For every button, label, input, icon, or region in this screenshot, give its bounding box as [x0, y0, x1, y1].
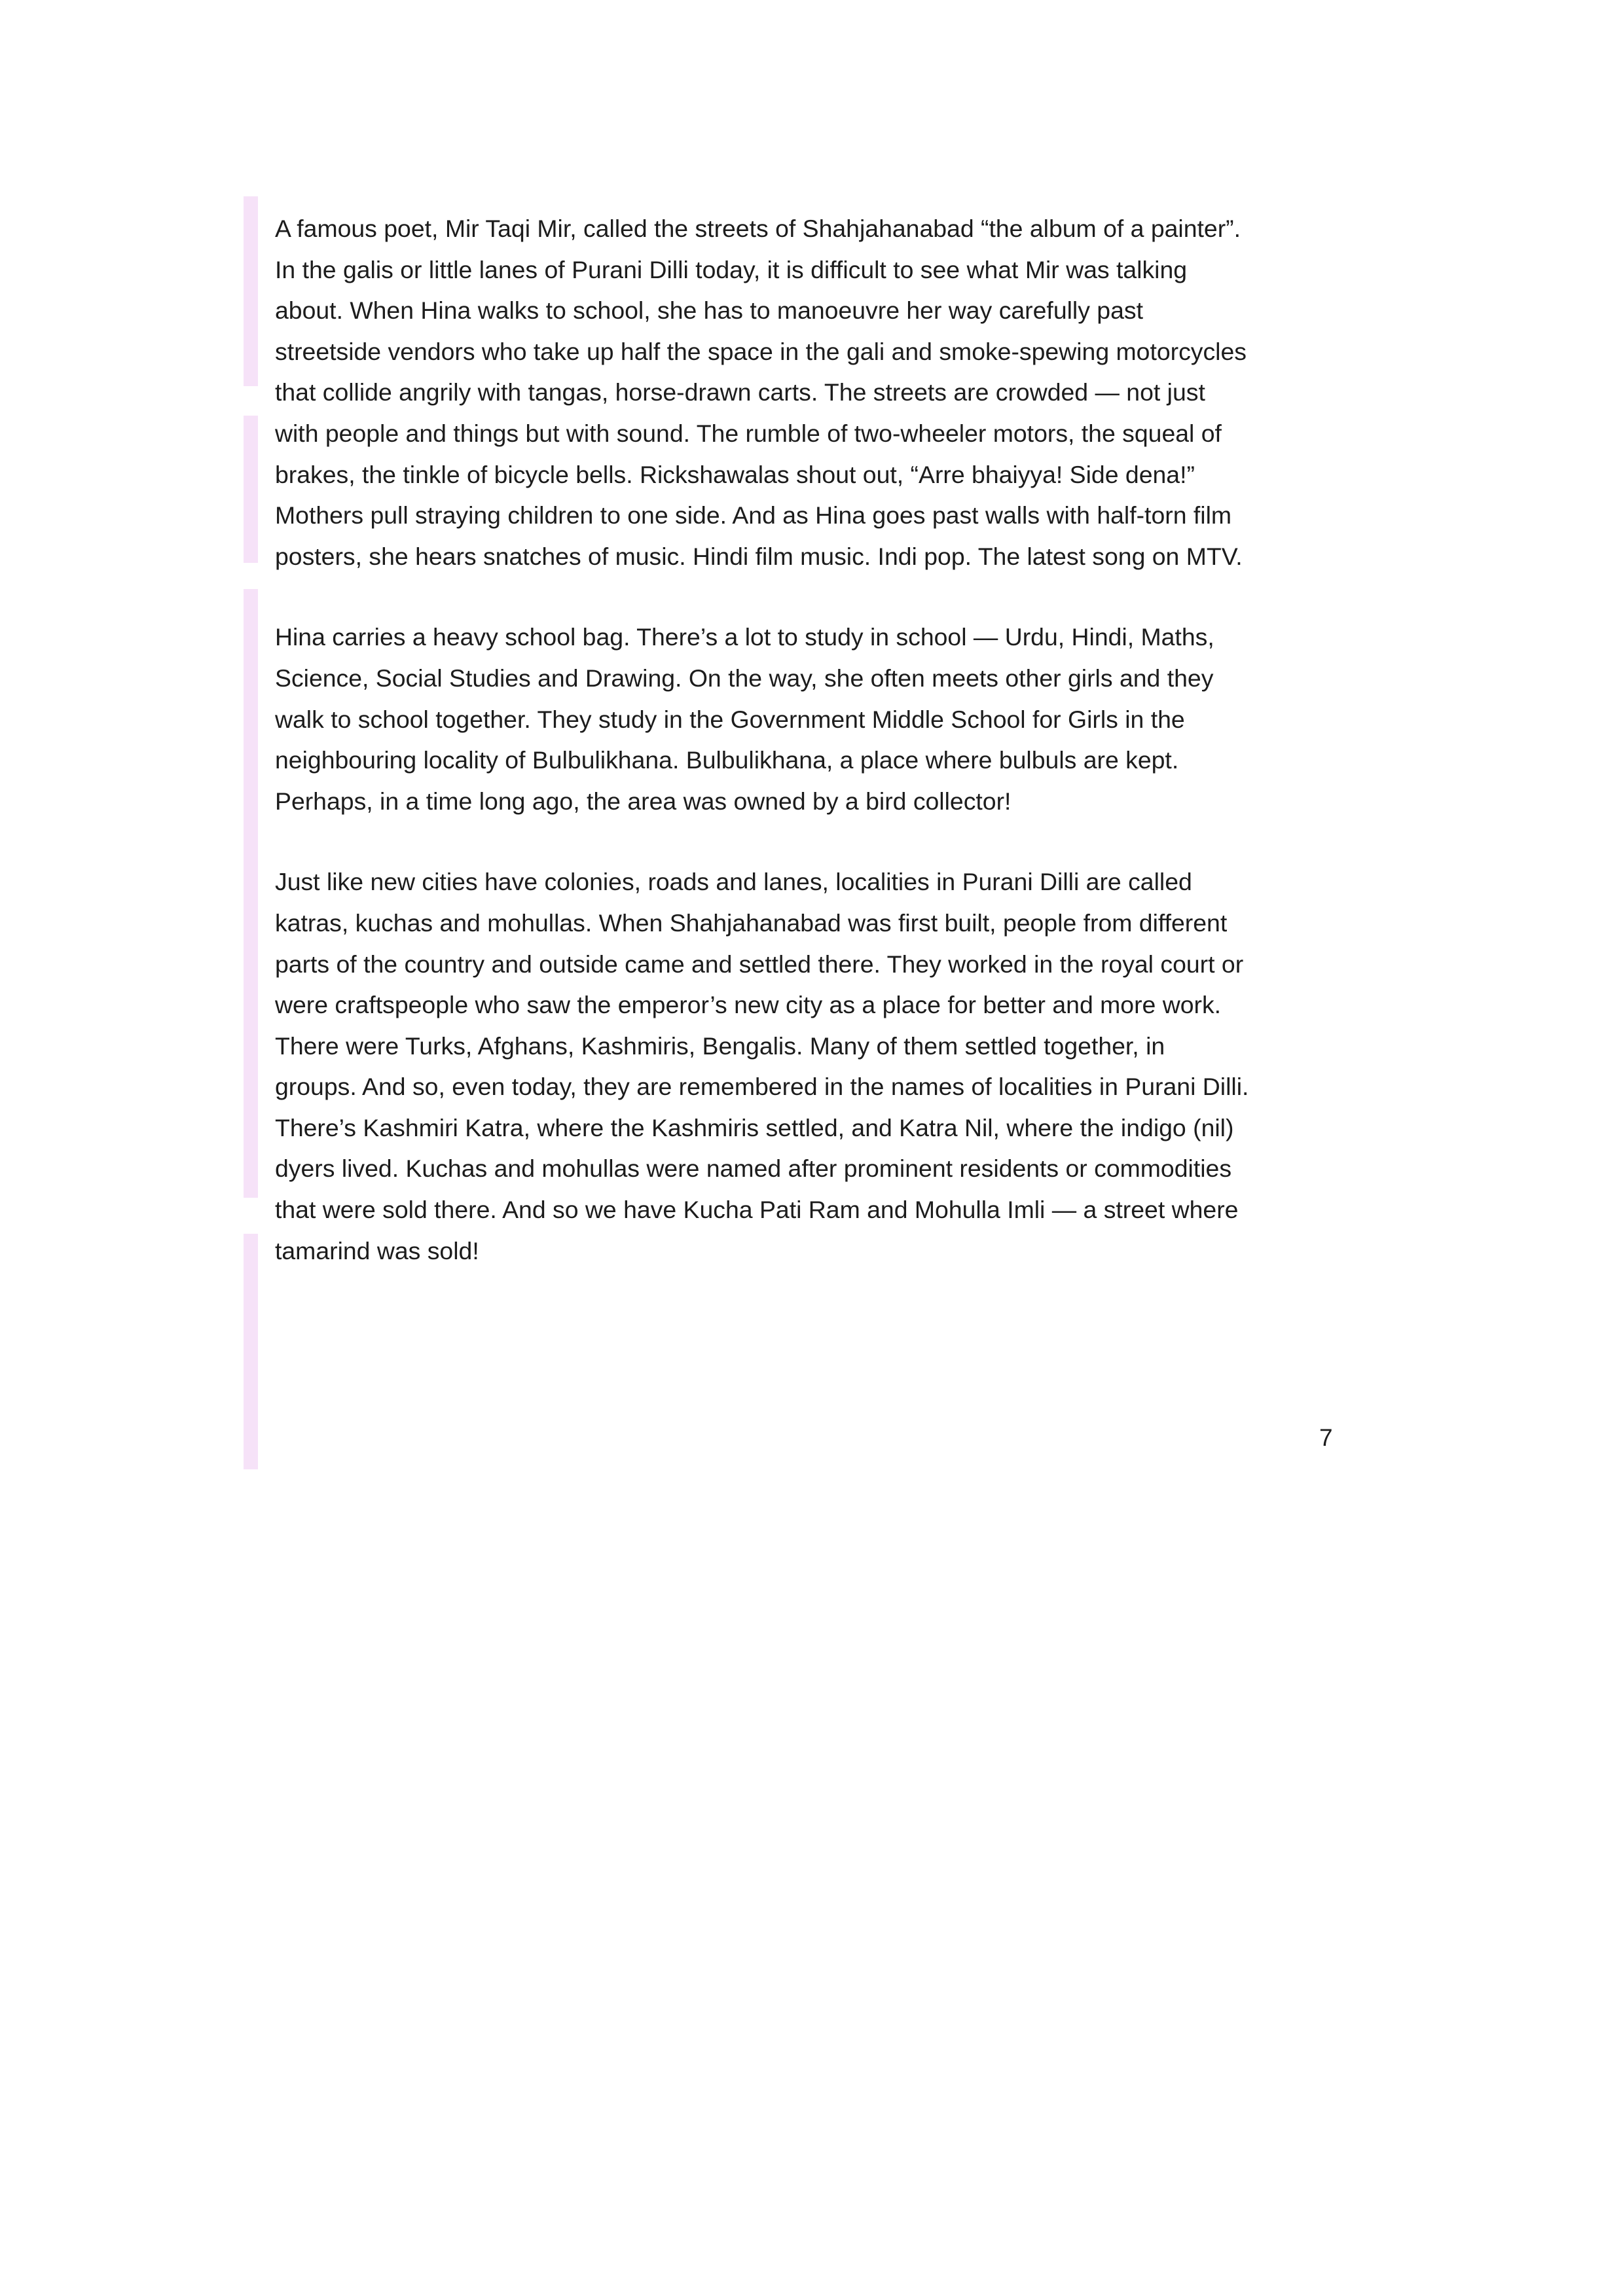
text-line: There’s Kashmiri Katra, where the Kashmiris settled, and Katra Nil, where the indigo (nil)	[275, 1113, 1234, 1141]
text-line: groups. And so, even today, they are remembered in the names of localities in Purani Dilli.	[275, 1073, 1249, 1101]
text-line: katras, kuchas and mohullas. When Shahjahanabad was first built, people from different	[275, 908, 1228, 937]
text-line: were craftspeople who saw the emperor’s new city as a place for better and more work.	[275, 991, 1222, 1019]
body-text	[275, 208, 1388, 1271]
text-line: parts of the country and outside came and settled there. They worked in the royal court or	[275, 950, 1244, 978]
text-line: streetside vendors who take up half the space in the gali and smoke-spewing motorcycles	[275, 337, 1247, 365]
text-line: neighbouring locality of Bulbulikhana. Bulbulikhana, a place where bulbuls are kept.	[275, 746, 1179, 774]
text-line: that collide angrily with tangas, horse-drawn carts. The streets are crowded — not just	[275, 378, 1205, 406]
paragraph-3	[275, 861, 1388, 1271]
page-number: 7	[1319, 1424, 1333, 1451]
margin-bar-gap	[244, 1198, 258, 1234]
text-line: A famous poet, Mir Taqi Mir, called the streets of Shahjahanabad “the album of a painter”.	[275, 215, 1241, 242]
text-line: about. When Hina walks to school, she has to manoeuvre her way carefully past	[275, 296, 1143, 325]
text-line: with people and things but with sound. The rumble of two-wheeler motors, the squeal of	[275, 419, 1222, 447]
text-line: Science, Social Studies and Drawing. On the way, she often meets other girls and they	[275, 664, 1214, 692]
text-line: walk to school together. They study in the Government Middle School for Girls in the	[275, 705, 1185, 733]
text-line: tamarind was sold!	[275, 1236, 479, 1265]
text-line: Mothers pull straying children to one side. And as Hina goes past walls with half-torn film	[275, 501, 1232, 529]
paragraph-1	[275, 208, 1388, 577]
text-line: brakes, the tinkle of bicycle bells. Rickshawalas shout out, “Arre bhaiyya! Side dena!”	[275, 460, 1195, 488]
margin-bar-gap	[244, 386, 258, 416]
text-line: that were sold there. And so we have Kucha Pati Ram and Mohulla Imli — a street where	[275, 1196, 1239, 1224]
text-line: posters, she hears snatches of music. Hindi film music. Indi pop. The latest song on MTV.	[275, 542, 1243, 570]
text-line: Hina carries a heavy school bag. There’s a lot to study in school — Urdu, Hindi, Maths,	[275, 623, 1214, 651]
text-line: There were Turks, Afghans, Kashmiris, Bengalis. Many of them settled together, in	[275, 1031, 1165, 1060]
margin-bar-gap	[244, 563, 258, 589]
text-line: dyers lived. Kuchas and mohullas were named after prominent residents or commodities	[275, 1155, 1232, 1183]
text-line: In the galis or little lanes of Purani Dilli today, it is difficult to see what Mir was talking	[275, 255, 1188, 283]
paragraph-2	[275, 617, 1388, 821]
margin-bar	[244, 196, 258, 1469]
text-line: Perhaps, in a time long ago, the area was owned by a bird collector!	[275, 787, 1012, 815]
text-line: Just like new cities have colonies, roads and lanes, localities in Purani Dilli are called	[275, 868, 1192, 896]
